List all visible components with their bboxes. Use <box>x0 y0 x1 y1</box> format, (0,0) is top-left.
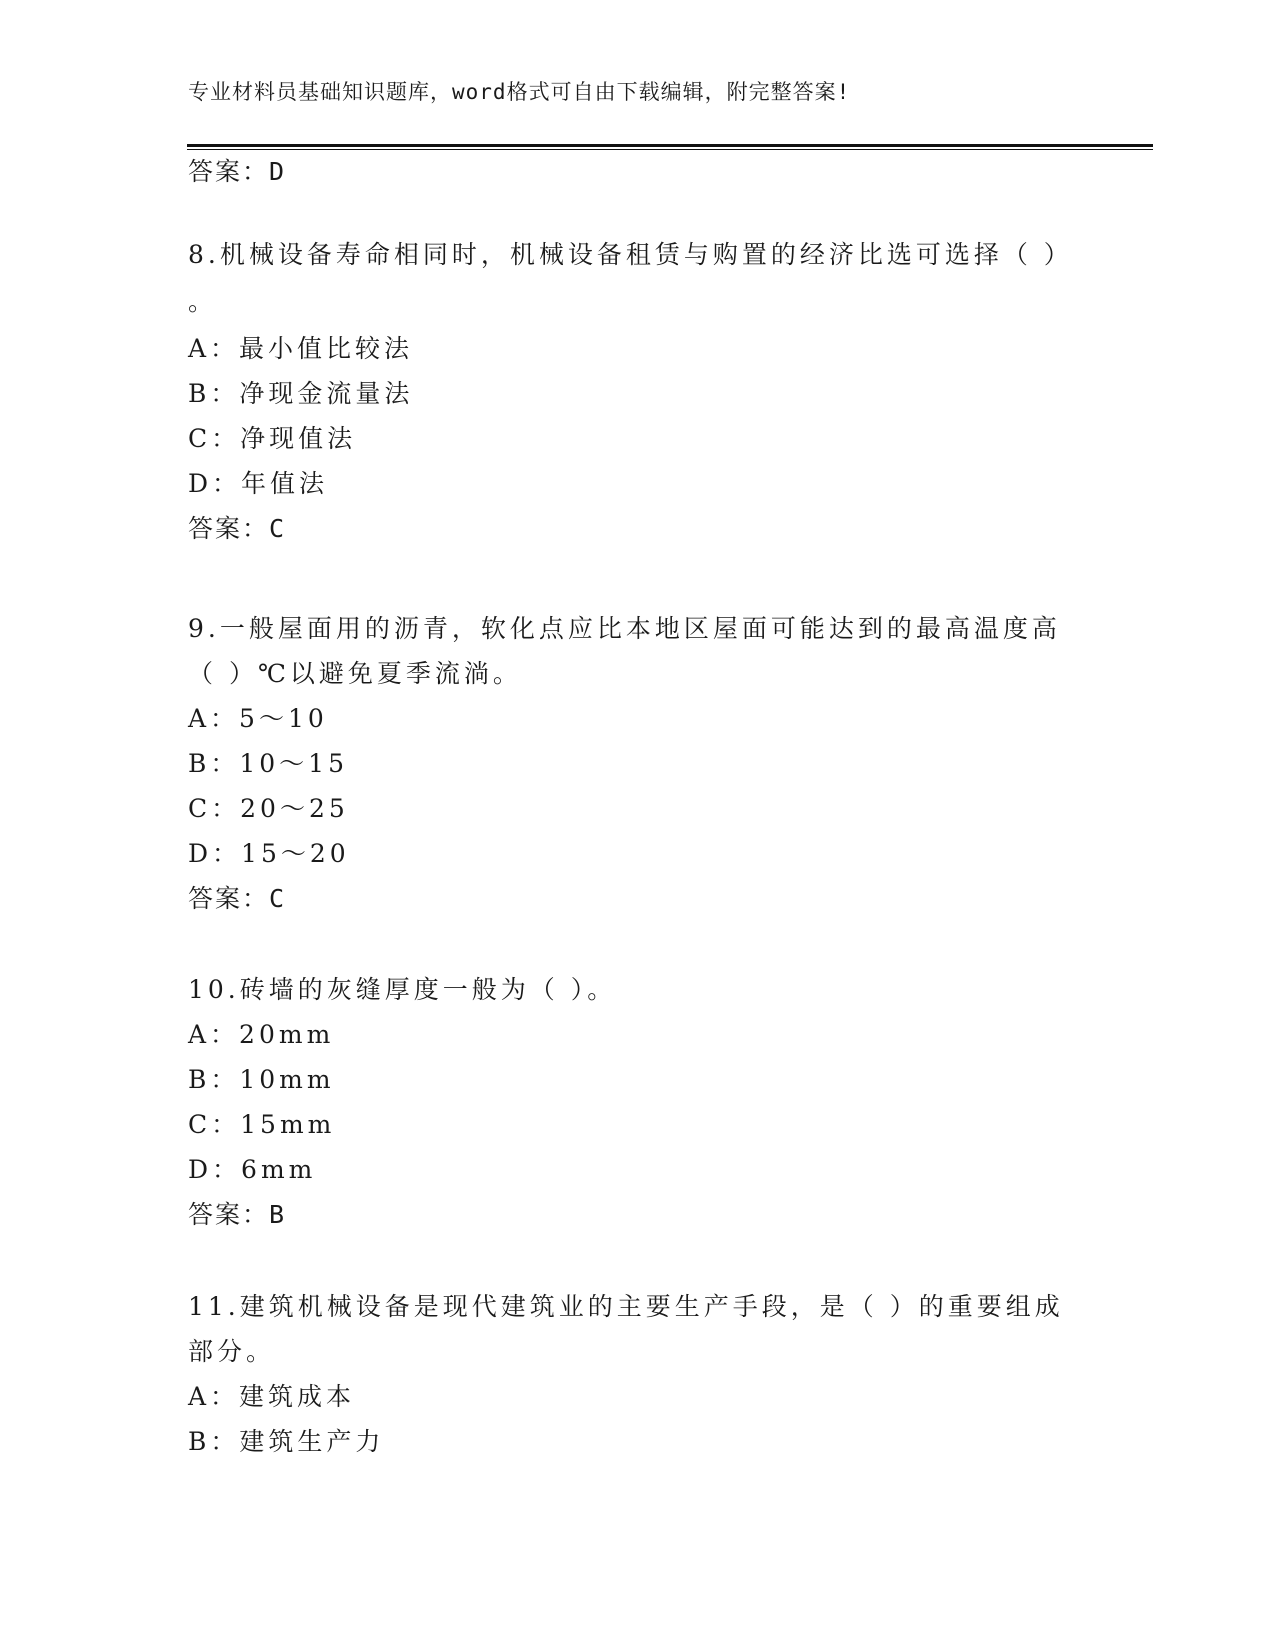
question-stem-continuation: 。 <box>188 287 218 316</box>
option-a: A：5～10 <box>188 704 328 733</box>
option-a: A：最小值比较法 <box>188 334 414 363</box>
answer-value: C <box>269 884 285 913</box>
question-stem-continuation: （ ）℃以避免夏季流淌。 <box>188 659 522 688</box>
question-stem: 9.一般屋面用的沥青，软化点应比本地区屋面可能达到的最高温度高 <box>188 614 1061 643</box>
header-divider-thin <box>187 149 1153 150</box>
question-stem: 8.机械设备寿命相同时，机械设备租赁与购置的经济比选可选择（ ） <box>188 240 1073 269</box>
option-d: D：年值法 <box>188 469 329 498</box>
answer-value: C <box>269 514 285 543</box>
option-c: C：15mm <box>188 1110 336 1139</box>
answer-line <box>188 1200 284 1230</box>
question-stem: 11.建筑机械设备是现代建筑业的主要生产手段，是（ ）的重要组成 <box>188 1292 1064 1321</box>
option-d: D：15～20 <box>188 839 350 868</box>
option-d: D：6mm <box>188 1155 317 1184</box>
answer-label: 答案： <box>188 1200 270 1229</box>
question-stem-continuation: 部分。 <box>188 1337 276 1366</box>
option-a: A：建筑成本 <box>188 1382 356 1411</box>
option-c: C：净现值法 <box>188 424 357 453</box>
header-divider-thick <box>187 144 1153 147</box>
option-c: C：20～25 <box>188 794 349 823</box>
answer-line <box>188 514 284 544</box>
answer-label: 答案： <box>188 884 270 913</box>
answer-label: 答案： <box>188 514 270 543</box>
option-b: B：10mm <box>188 1065 335 1094</box>
answer-value: D <box>269 157 285 186</box>
option-b: B：建筑生产力 <box>188 1427 385 1456</box>
answer-label: 答案： <box>188 157 270 186</box>
option-b: B：10～15 <box>188 749 348 778</box>
answer-line <box>188 884 284 914</box>
option-b: B：净现金流量法 <box>188 379 414 408</box>
page-header-title: 专业材料员基础知识题库，word格式可自由下载编辑，附完整答案! <box>188 80 851 104</box>
answer-line <box>188 157 284 187</box>
option-a: A：20mm <box>188 1020 335 1049</box>
question-stem: 10.砖墙的灰缝厚度一般为（ ）。 <box>188 975 617 1004</box>
answer-value: B <box>269 1200 285 1229</box>
